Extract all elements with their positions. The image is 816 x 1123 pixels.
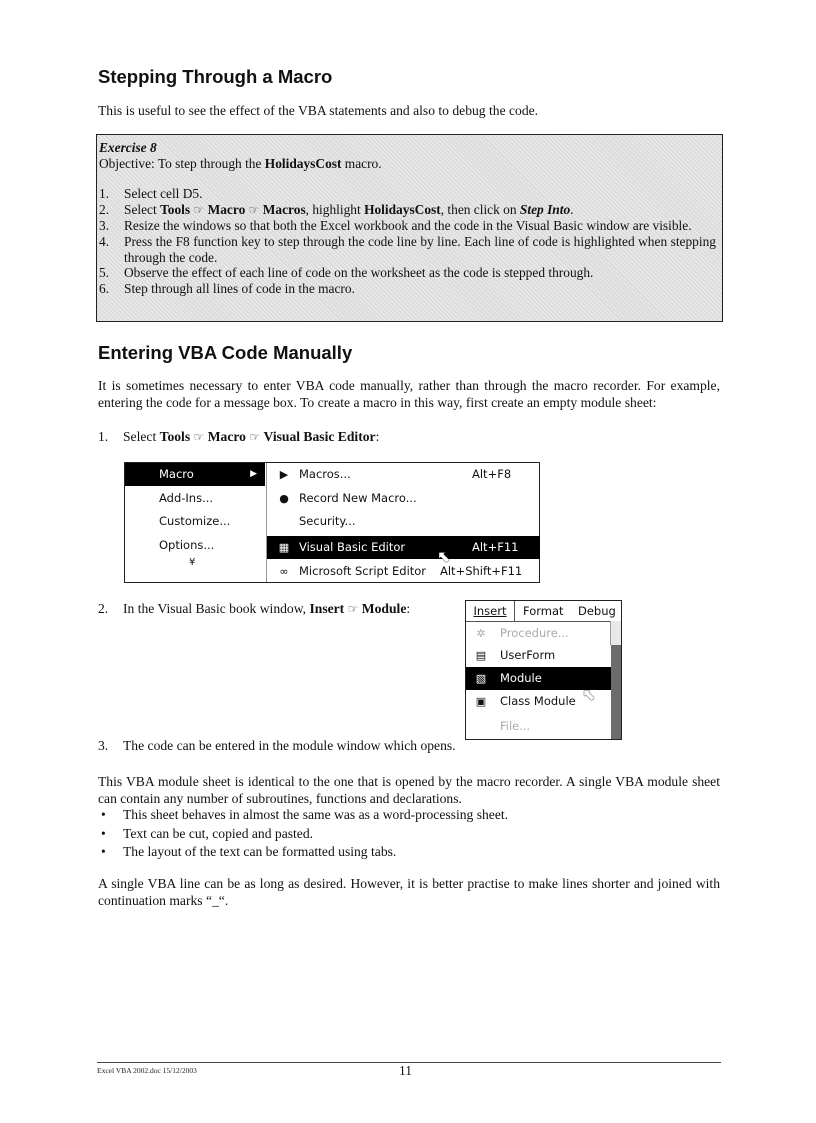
step-text: , then click on bbox=[440, 201, 520, 217]
menu-tab-format[interactable]: Format bbox=[523, 604, 564, 618]
page-number: 11 bbox=[399, 1063, 412, 1078]
step-text: Observe the effect of each line of code on the worksheet as the code is stepped through. bbox=[124, 265, 594, 281]
tools-macro-menu-screenshot bbox=[124, 462, 540, 583]
step-text: Select bbox=[124, 201, 161, 217]
section-heading-stepping: Stepping Through a Macro bbox=[98, 66, 333, 87]
script-editor-icon: ∞ bbox=[279, 565, 289, 578]
bullet-text: This sheet behaves in almost the same was as a word-processing sheet. bbox=[123, 807, 509, 822]
instruction-step-2 bbox=[98, 601, 410, 617]
menu-item-label: Class Module bbox=[500, 694, 576, 708]
step-number: 2. bbox=[98, 601, 109, 616]
objective-text: Objective: To step through the bbox=[99, 155, 265, 171]
section-heading-entering: Entering VBA Code Manually bbox=[98, 342, 353, 363]
menu-tab-label: Insert bbox=[473, 604, 507, 618]
menu-item-options[interactable]: Options... bbox=[159, 538, 215, 552]
mouse-cursor-icon: ⬉ bbox=[582, 685, 596, 704]
menu-item-procedure bbox=[466, 622, 611, 645]
objective-suffix: macro. bbox=[341, 155, 382, 171]
menu-visual-basic-editor: Visual Basic Editor bbox=[263, 429, 376, 444]
step-text: Select cell D5. bbox=[124, 186, 203, 202]
menu-item-script-editor[interactable] bbox=[267, 560, 540, 583]
mouse-cursor-icon: ⬉ bbox=[437, 547, 451, 566]
menu-macro: Macro bbox=[207, 201, 246, 217]
exercise-objective bbox=[99, 156, 716, 172]
instruction-step-1 bbox=[98, 429, 379, 445]
exercise-box bbox=[96, 134, 723, 322]
exercise-step bbox=[99, 218, 716, 234]
bullet-icon: • bbox=[101, 807, 106, 822]
bullet-text: The layout of the text can be formatted using tabs. bbox=[123, 844, 397, 860]
vbe-icon: ▦ bbox=[278, 541, 290, 554]
step-number: 6. bbox=[99, 280, 110, 296]
procedure-icon: ✲ bbox=[476, 627, 486, 640]
step-number: 3. bbox=[98, 738, 109, 753]
menu-item-userform[interactable] bbox=[466, 644, 611, 667]
menu-module: Module bbox=[361, 601, 407, 616]
step-number: 5. bbox=[99, 265, 110, 281]
menu-shortcut: Alt+F11 bbox=[472, 540, 519, 554]
record-icon: ● bbox=[279, 492, 289, 505]
bullet-list bbox=[98, 806, 508, 862]
menu-item-label: File... bbox=[500, 719, 531, 733]
bullet-text: Text can be cut, copied and pasted. bbox=[123, 825, 314, 841]
continuation-paragraph: A single VBA line can be as long as desired. However, it is better practise to make lines shorter and joined with continuation marks “_“. bbox=[98, 876, 720, 908]
menu-macro: Macro bbox=[207, 429, 246, 444]
step-number: 2. bbox=[99, 201, 110, 217]
step-number: 4. bbox=[99, 233, 110, 249]
menu-item-label: Macro bbox=[159, 467, 194, 481]
bullet-item bbox=[98, 806, 508, 825]
macro-name: HolidaysCost bbox=[364, 201, 441, 217]
menu-item-label: Security... bbox=[299, 514, 356, 528]
step-text: In the Visual Basic book window, bbox=[123, 601, 310, 616]
bullet-icon: • bbox=[101, 825, 106, 841]
bullet-item bbox=[98, 825, 508, 844]
step-text: Step through all lines of code in the macro. bbox=[124, 280, 355, 296]
exercise-step bbox=[99, 186, 716, 202]
section-intro-entering: It is sometimes necessary to enter VBA code manually, rather than through the macro recorder. For example, entering the code for a message box. To create a macro in this way, first create an empty module sheet: bbox=[98, 378, 720, 410]
menu-item-security[interactable] bbox=[267, 510, 540, 533]
step-text: , highlight bbox=[305, 201, 365, 217]
menu-tools: Tools bbox=[159, 429, 191, 444]
step-text: Resize the windows so that both the Excel workbook and the code in the Visual Basic window are visible. bbox=[124, 218, 692, 234]
step-text: Press the F8 function key to step through the code line by line. Each line of code is highlighted when stepping through the code. bbox=[124, 233, 716, 265]
menu-tools: Tools bbox=[160, 201, 191, 217]
step-number: 1. bbox=[99, 186, 110, 202]
vbe-menu-bar bbox=[466, 601, 621, 622]
bullet-icon: • bbox=[101, 844, 106, 860]
module-sheet-paragraph: This VBA module sheet is identical to the one that is opened by the macro recorder. A single VBA module sheet can contain any number of subroutines, functions and declarations. bbox=[98, 774, 720, 806]
step-text: The code can be entered in the module window which opens. bbox=[123, 738, 456, 753]
insert-menu-screenshot bbox=[465, 600, 622, 740]
menu-item-macro[interactable] bbox=[125, 463, 265, 486]
exercise-step bbox=[99, 234, 716, 265]
menu-item-visual-basic-editor[interactable] bbox=[267, 536, 540, 559]
step-text: : bbox=[406, 601, 411, 616]
step-number: 1. bbox=[98, 429, 109, 444]
tools-menu bbox=[125, 463, 265, 582]
class-module-icon: ▣ bbox=[475, 695, 487, 708]
menu-item-customize[interactable]: Customize... bbox=[159, 514, 231, 528]
exercise-step bbox=[99, 265, 716, 281]
menu-shortcut: Alt+F8 bbox=[472, 467, 512, 481]
pointing-hand-icon: ☞ bbox=[249, 430, 261, 444]
pointing-hand-icon: ☞ bbox=[193, 202, 205, 217]
menu-item-label: Procedure... bbox=[500, 626, 569, 640]
step-into-label: Step Into bbox=[519, 201, 571, 217]
step-text: . bbox=[570, 201, 574, 217]
objective-macro-name: HolidaysCost bbox=[264, 155, 342, 171]
menu-item-file bbox=[466, 715, 611, 738]
step-number: 3. bbox=[99, 218, 110, 234]
section-intro-stepping: This is useful to see the effect of the VBA statements and also to debug the code. bbox=[98, 103, 539, 118]
menu-shortcut: Alt+Shift+F11 bbox=[440, 564, 523, 578]
exercise-title: Exercise 8 bbox=[99, 140, 157, 155]
menu-item-label: Macros... bbox=[299, 467, 351, 481]
menu-item-addins[interactable]: Add-Ins... bbox=[159, 491, 214, 505]
instruction-step-3 bbox=[98, 738, 456, 754]
menu-item-record-new-macro[interactable] bbox=[267, 487, 540, 510]
menu-item-label: Module bbox=[500, 671, 542, 685]
exercise-step bbox=[99, 281, 716, 297]
submenu-arrow-icon: ▶ bbox=[250, 469, 257, 479]
menu-item-label: Record New Macro... bbox=[299, 491, 417, 505]
scrollbar-thumb[interactable] bbox=[611, 645, 621, 739]
macro-submenu bbox=[266, 463, 540, 582]
exercise-step bbox=[99, 202, 716, 219]
step-text: : bbox=[375, 429, 380, 444]
menu-tab-debug[interactable]: Debug bbox=[578, 604, 616, 618]
menu-item-label: UserForm bbox=[500, 648, 556, 662]
module-icon: ▧ bbox=[475, 672, 487, 685]
step-text: Select bbox=[123, 429, 160, 444]
menu-insert: Insert bbox=[309, 601, 345, 616]
userform-icon: ▤ bbox=[475, 649, 487, 662]
menu-macros: Macros bbox=[262, 201, 306, 217]
footer-filename: Excel VBA 2002.doc 15/12/2003 bbox=[97, 1066, 197, 1075]
pointing-hand-icon: ☞ bbox=[193, 430, 205, 444]
menu-tab-insert[interactable] bbox=[466, 601, 515, 621]
exercise-steps bbox=[99, 186, 716, 296]
bullet-item bbox=[98, 843, 508, 862]
menu-item-macros[interactable] bbox=[267, 463, 540, 486]
menu-item-label: Microsoft Script Editor bbox=[299, 564, 427, 578]
expand-more-icon[interactable]: ¥ bbox=[189, 557, 196, 568]
scrollbar-track bbox=[610, 621, 621, 645]
pointing-hand-icon: ☞ bbox=[347, 602, 359, 616]
play-icon: ▶ bbox=[279, 468, 289, 481]
pointing-hand-icon: ☞ bbox=[248, 202, 260, 217]
menu-item-label: Visual Basic Editor bbox=[299, 540, 406, 554]
